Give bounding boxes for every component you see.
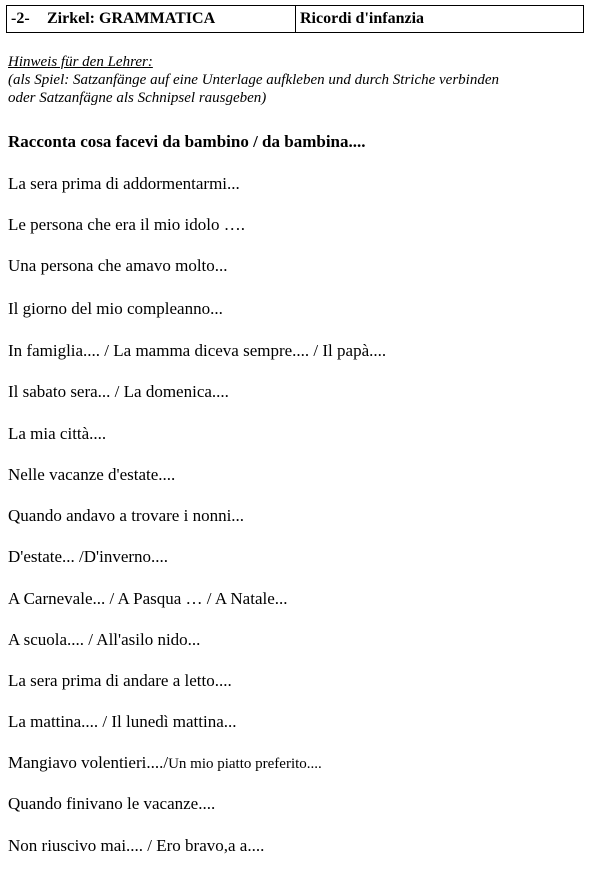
- exercise-heading: Racconta cosa facevi da bambino / da bambina....: [8, 132, 366, 151]
- sentence-starter: Le persona che era il mio idolo ….: [8, 215, 245, 234]
- sentence-starter-main: Mangiavo volentieri..../: [8, 753, 169, 772]
- sentence-starter-mixed: [8, 753, 322, 773]
- sentence-starter: Il giorno del mio compleanno...: [8, 299, 223, 318]
- sentence-starter: D'estate... /D'inverno....: [8, 547, 169, 566]
- sentence-starter: La sera prima di addormentarmi...: [8, 174, 240, 193]
- worksheet-number: -2-: [11, 10, 30, 27]
- sentence-starter: A scuola.... / All'asilo nido...: [8, 630, 201, 649]
- sentence-starter: Nelle vacanze d'estate....: [8, 465, 176, 484]
- worksheet-title: Zirkel: GRAMMATICA: [47, 10, 216, 27]
- teacher-note-title: Hinweis für den Lehrer:: [8, 54, 153, 70]
- teacher-note: [8, 53, 588, 107]
- header-left-cell: [7, 6, 296, 32]
- teacher-note-line-1: (als Spiel: Satzanfänge auf eine Unterlage aufkleben und durch Striche verbinden: [8, 72, 500, 88]
- sentence-starter: La sera prima di andare a letto....: [8, 671, 232, 690]
- sentence-starter: Quando andavo a trovare i nonni...: [8, 506, 245, 525]
- sentence-starter-suffix: Un mio piatto preferito....: [168, 756, 322, 772]
- worksheet-topic: Ricordi d'infanzia: [300, 10, 425, 27]
- sentence-starter: La mattina.... / Il lunedì mattina...: [8, 712, 237, 731]
- sentence-starter: Quando finivano le vacanze....: [8, 794, 216, 813]
- sentence-starter: Il sabato sera... / La domenica....: [8, 382, 229, 401]
- sentence-starter: Non riuscivo mai.... / Ero bravo,a a....: [8, 836, 265, 855]
- sentence-starter: In famiglia.... / La mamma diceva sempre.... / Il papà....: [8, 341, 387, 360]
- sentence-starter: Una persona che amavo molto...: [8, 256, 228, 275]
- teacher-note-line-2: oder Satzanfägne als Schnipsel rausgeben): [8, 90, 267, 106]
- sentence-starter: A Carnevale... / A Pasqua … / A Natale...: [8, 589, 288, 608]
- header-table: [6, 5, 584, 33]
- sentence-starter: La mia città....: [8, 424, 107, 443]
